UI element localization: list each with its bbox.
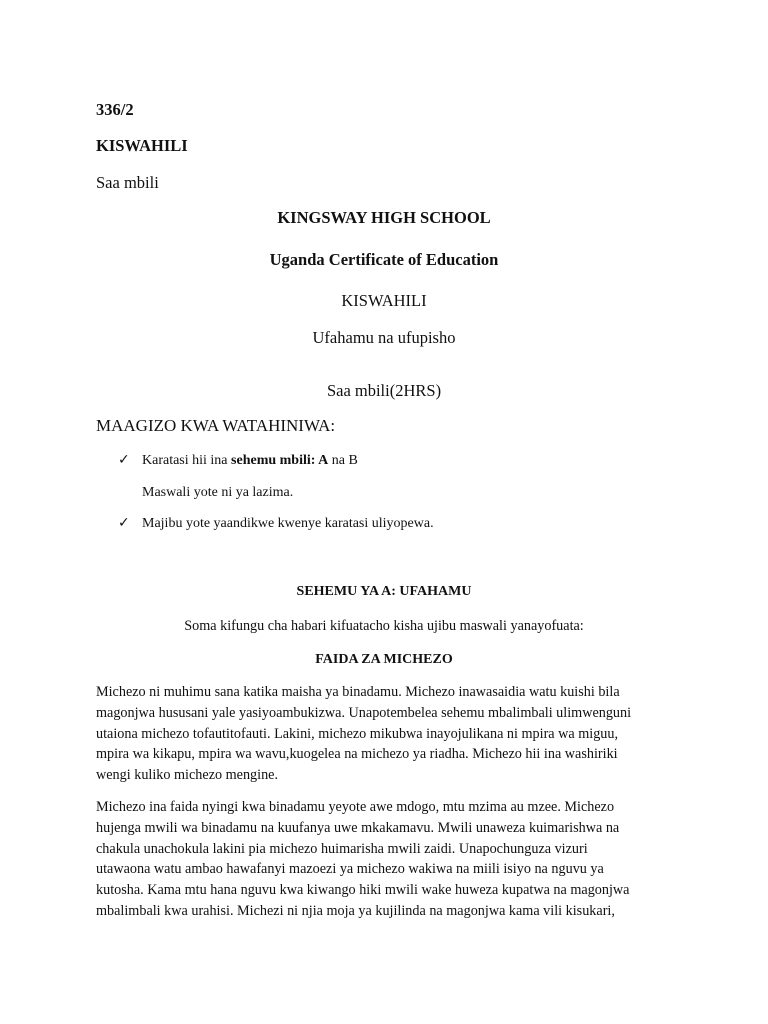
passage-line: Michezo ina faida nyingi kwa binadamu yeyote awe mdogo, mtu mzima au mzee. Michezo: [96, 799, 615, 815]
passage-line: wengi kuliko michezo mengine.: [96, 767, 279, 784]
passage-line: Michezo ni muhimu sana katika maisha ya binadamu. Michezo inawasaidia watu kuishi bila: [96, 684, 620, 700]
passage-title: FAIDA ZA MICHEZO: [315, 652, 453, 667]
checkmark-icon: ✓: [118, 515, 130, 531]
passage-paragraph-2: [96, 797, 672, 922]
certificate-name: Uganda Certificate of Education: [269, 250, 499, 269]
school-name: KINGSWAY HIGH SCHOOL: [277, 208, 491, 227]
paper-name: Ufahamu na ufupisho: [312, 328, 456, 347]
section-heading: SEHEMU YA A: UFAHAMU: [296, 584, 472, 599]
passage-line: kutosha. Kama mtu hana nguvu kwa kiwango hiki mwili wake huweza kupatwa na magonjwa: [96, 882, 630, 899]
passage-line: mpira wa kikapu, mpira wa wavu,kuogelea na michezo ya riadha. Michezo hii ina washiriki: [96, 746, 618, 763]
passage-line: utaiona michezo tofautitofauti. Lakini, michezo mikubwa inayojulikana ni mpira wa miguu,: [96, 725, 619, 742]
passage-line: mbalimbali kwa urahisi. Michezi ni njia moja ya kujilinda na magonjwa kama vili kisukari,: [96, 902, 615, 919]
subject-label: KISWAHILI: [96, 136, 188, 155]
passage-paragraph-1: [96, 682, 672, 786]
instruction-item-1-pre: Karatasi hii ina: [142, 453, 232, 468]
paper-code: 336/2: [96, 100, 134, 119]
instruction-item-2: Majibu yote yaandikwe kwenye karatasi uliyopewa.: [142, 516, 434, 531]
instruction-item-1: [142, 453, 358, 469]
checkmark-icon: ✓: [118, 452, 130, 468]
title-subject: KISWAHILI: [341, 291, 427, 310]
instruction-item-1-continued: Maswali yote ni ya lazima.: [142, 485, 294, 500]
section-prompt: Soma kifungu cha habari kifuatacho kisha ujibu maswali yanayofuata:: [184, 618, 584, 634]
instruction-item-1-post: na B: [328, 453, 358, 468]
instructions-heading: MAAGIZO KWA WATAHINIWA:: [96, 416, 336, 435]
duration-label: Saa mbili: [96, 173, 159, 192]
passage-line: chakula unachokula lakini pia michezo huimarisha mwili zaidi. Unapochunguza vizuri: [96, 840, 588, 857]
paper-time: Saa mbili(2HRS): [326, 381, 442, 400]
passage-line: hujenga mwili wa binadamu na kuufanya uwe mkakamavu. Mwili unaweza kuimarishwa na: [96, 819, 620, 836]
passage-line: magonjwa hususani yale yasiyoambukizwa. Unapotembelea sehemu mbalimbali ulimwenguni: [96, 704, 632, 721]
passage-line: utawaona watu ambao hawafanyi mazoezi ya michezo wakiwa na miili isiyo na nguvu ya: [96, 861, 604, 878]
instruction-item-1-bold: sehemu mbili: A: [231, 453, 329, 468]
